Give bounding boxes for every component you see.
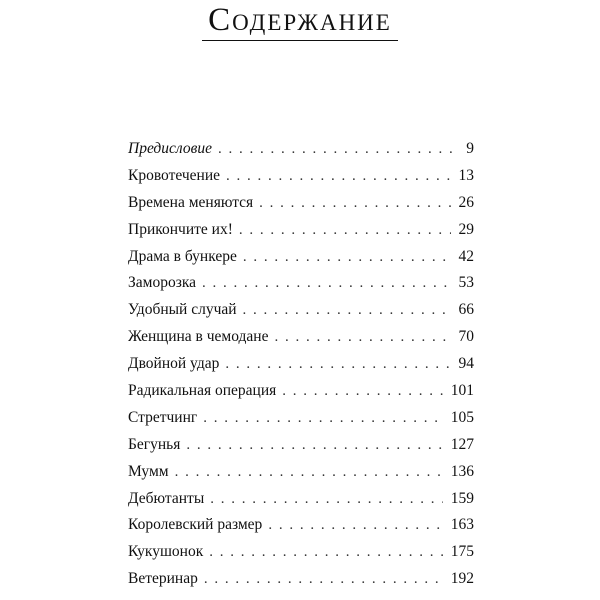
entry-title: Дебютанты — [128, 489, 205, 507]
entry-page-number: 26 — [458, 193, 474, 211]
page-header — [0, 4, 600, 41]
entry-title: Предисловие — [128, 140, 212, 157]
dot-leader — [175, 459, 443, 486]
toc-entry — [128, 539, 474, 566]
toc-entry — [128, 324, 474, 351]
toc-entry — [128, 378, 474, 405]
dot-leader — [202, 270, 450, 297]
dot-leader — [218, 136, 458, 163]
entry-page-number: 29 — [458, 220, 474, 238]
toc-entry — [128, 566, 474, 593]
entry-title: Радикальная операция — [128, 382, 277, 400]
dot-leader — [282, 378, 443, 405]
toc-entry — [128, 217, 474, 244]
entry-page-number: 13 — [458, 166, 474, 184]
entry-page-number: 53 — [458, 274, 474, 292]
dot-leader — [226, 163, 450, 190]
entry-page-number: 70 — [458, 328, 474, 346]
dot-leader — [243, 297, 451, 324]
entry-page-number: 94 — [458, 355, 474, 373]
toc-entry — [128, 405, 474, 432]
entry-page-number: 101 — [450, 382, 474, 400]
toc-entry — [128, 190, 474, 217]
entry-title: Удобный случай — [128, 301, 237, 319]
toc-entry — [128, 459, 474, 486]
table-of-contents — [128, 136, 474, 593]
toc-entry — [128, 297, 474, 324]
dot-leader — [225, 351, 450, 378]
dot-leader — [204, 566, 443, 593]
toc-entry — [128, 432, 474, 459]
dot-leader — [210, 486, 443, 513]
entry-title: Времена меняются — [128, 193, 254, 211]
entry-title: Кровотечение — [128, 166, 221, 184]
entry-title: Бегунья — [128, 435, 181, 453]
entry-title: Женщина в чемодане — [128, 328, 269, 346]
entry-title: Кукушонок — [128, 543, 204, 561]
entry-page-number: 127 — [450, 435, 474, 453]
dot-leader — [259, 190, 450, 217]
entry-page-number: 159 — [450, 489, 474, 507]
entry-title: Ветеринар — [128, 570, 198, 588]
entry-title: Стретчинг — [128, 408, 198, 426]
entry-title: Мумм — [128, 462, 169, 480]
entry-page-number: 42 — [458, 247, 474, 265]
entry-title: Двойной удар — [128, 355, 220, 373]
entry-title: Заморозка — [128, 274, 197, 292]
dot-leader — [243, 244, 451, 271]
entry-page-number: 9 — [466, 140, 474, 157]
toc-entry — [128, 512, 474, 539]
toc-entry — [128, 136, 474, 163]
entry-page-number: 192 — [450, 570, 474, 588]
entry-title: Королевский размер — [128, 516, 263, 534]
dot-leader — [274, 324, 450, 351]
dot-leader — [203, 405, 443, 432]
entry-page-number: 163 — [450, 516, 474, 534]
dot-leader — [239, 217, 451, 244]
entry-page-number: 175 — [450, 543, 474, 561]
dot-leader — [186, 432, 442, 459]
toc-entry — [128, 486, 474, 513]
dot-leader — [268, 512, 442, 539]
entry-page-number: 105 — [450, 408, 474, 426]
entry-title: Драма в бункере — [128, 247, 237, 265]
toc-entry — [128, 351, 474, 378]
entry-title: Прикончите их! — [128, 220, 233, 238]
toc-entry — [128, 270, 474, 297]
page-title: Содержание — [202, 4, 398, 41]
dot-leader — [209, 539, 443, 566]
toc-entry — [128, 244, 474, 271]
entry-page-number: 66 — [458, 301, 474, 319]
toc-entry — [128, 163, 474, 190]
entry-page-number: 136 — [450, 462, 474, 480]
